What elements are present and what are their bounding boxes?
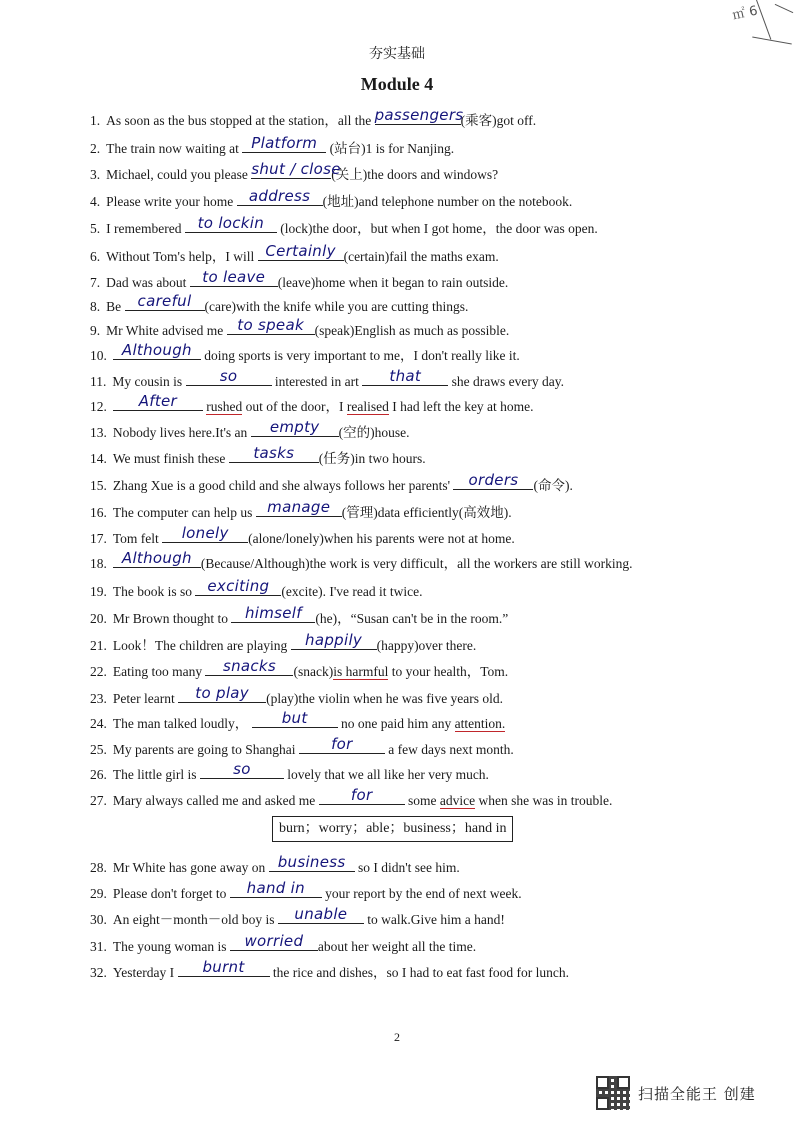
module-title: Module 4: [360, 74, 434, 94]
underlined-rushed: rushed: [206, 399, 243, 414]
underlined-attention: attention.: [454, 716, 506, 731]
answer-blank-15[interactable]: orders: [453, 473, 533, 490]
answer-blank-2[interactable]: Platform: [242, 136, 326, 153]
scanner-watermark: [596, 1076, 756, 1110]
question-6: 6. Without Tom's help，I will Certainly (certain)fail the maths exam.: [90, 242, 499, 264]
answer-blank-6[interactable]: Certainly: [258, 244, 344, 261]
answer-blank-29[interactable]: hand in: [230, 881, 322, 898]
question-21: 21. Look！The children are playing happily (happy)over there.: [90, 631, 477, 653]
question-14: 14. We must finish these tasks (任务)in two hours.: [90, 444, 426, 466]
question-19: 19. The book is so exciting (excite). I've read it twice.: [90, 577, 423, 599]
answer-blank-26[interactable]: so: [200, 762, 284, 779]
question-2: 2. The train now waiting at Platform (站台)1 is for Nanjing.: [90, 134, 455, 156]
answer-blank-16[interactable]: manage: [256, 500, 342, 517]
qr-code-icon: [596, 1076, 630, 1110]
underlined-realised: realised: [346, 399, 389, 414]
answer-blank-19[interactable]: exciting: [195, 579, 281, 596]
question-1: 1. As soon as the bus stopped at the station，all the passengers (乘客)got off.: [90, 106, 537, 128]
answer-blank-22[interactable]: snacks: [205, 659, 293, 676]
answer-blank-24[interactable]: but: [252, 711, 338, 728]
page-number: 2: [394, 1030, 400, 1044]
answer-blank-25[interactable]: for: [299, 737, 385, 754]
question-28: 28. Mr White has gone away on business so I didn't see him.: [90, 853, 460, 875]
question-4: 4. Please write your home address (地址)and telephone number on the notebook.: [90, 187, 573, 209]
word-bank-box: burn；worry；able；business；hand in: [272, 816, 513, 842]
question-3: 3. Michael, could you please shut / close (关上)the doors and windows?: [90, 160, 499, 182]
question-30: 30. An eight－month－old boy is unable to walk.Give him a hand!: [90, 905, 505, 927]
question-5: 5. I remembered to lockin (lock)the door，but when I got home，the door was open.: [90, 214, 598, 236]
question-32: 32. Yesterday I burnt the rice and dishes，so I had to eat fast food for lunch.: [90, 958, 570, 980]
question-27: 27. Mary always called me and asked me for some advice when she was in trouble.: [90, 786, 613, 808]
answer-blank-11b[interactable]: that: [362, 369, 448, 386]
scanner-brand-text: 扫描全能王 创建: [638, 1084, 756, 1103]
question-25: 25. My parents are going to Shanghai for a few days next month.: [90, 735, 514, 757]
answer-blank-28[interactable]: business: [269, 855, 355, 872]
answer-blank-11a[interactable]: so: [186, 369, 272, 386]
answer-blank-3[interactable]: shut / close: [251, 160, 341, 178]
question-13: 13. Nobody lives here.It's an empty (空的)house.: [90, 418, 410, 440]
question-22: 22. Eating too many snacks (snack)is harmful to your health，Tom.: [90, 657, 509, 679]
answer-blank-14[interactable]: tasks: [229, 446, 319, 463]
question-9: 9. Mr White advised me to speak (speak)English as much as possible.: [90, 316, 510, 338]
answer-blank-5[interactable]: to lockin: [185, 216, 277, 233]
question-26: 26. The little girl is so lovely that we all like her very much.: [90, 760, 489, 782]
answer-blank-9[interactable]: to speak: [227, 318, 315, 335]
answer-blank-13[interactable]: empty: [251, 420, 339, 437]
question-15: 15. Zhang Xue is a good child and she always follows her parents' orders (命令).: [90, 471, 573, 493]
underlined-is-harmful: is harmful: [333, 664, 389, 679]
answer-blank-1[interactable]: passengers: [374, 106, 464, 124]
page-title: 夯实基础: [369, 46, 425, 62]
question-7: 7. Dad was about to leave (leave)home when it began to rain outside.: [90, 268, 509, 290]
answer-blank-18[interactable]: Although: [113, 551, 201, 568]
answer-blank-4[interactable]: address: [237, 189, 323, 206]
answer-blank-10[interactable]: Although: [113, 343, 201, 360]
question-23: 23. Peter learnt to play (play)the violin when he was five years old.: [90, 684, 504, 706]
answer-blank-20[interactable]: himself: [231, 606, 315, 623]
answer-blank-30[interactable]: unable: [278, 907, 364, 924]
answer-blank-32[interactable]: burnt: [178, 960, 270, 977]
question-16: 16. The computer can help us manage (管理)data efficiently(高效地).: [90, 498, 512, 520]
corner-note: ㎡ 6: [731, 3, 760, 24]
answer-blank-12[interactable]: After: [113, 394, 203, 411]
question-18: 18. Although (Because/Although)the work is very difficult，all the workers are still working.: [90, 549, 633, 571]
question-10: 10. Although doing sports is very important to me，I don't really like it.: [90, 341, 520, 363]
question-24: 24. The man talked loudly， but no one paid him any attention.: [90, 709, 506, 731]
underlined-advice: advice: [439, 793, 476, 808]
question-31: 31. The young woman is worried about her weight all the time.: [90, 932, 477, 954]
answer-blank-21[interactable]: happily: [291, 633, 377, 650]
question-29: 29. Please don't forget to hand in your report by the end of next week.: [90, 879, 522, 901]
question-8: 8. Be careful (care)with the knife while you are cutting things.: [90, 292, 469, 314]
question-20: 20. Mr Brown thought to himself (he)，“Susan can't be in the room.”: [90, 604, 509, 626]
answer-blank-23[interactable]: to play: [178, 686, 266, 703]
answer-blank-31[interactable]: worried: [230, 934, 318, 951]
answer-blank-7[interactable]: to leave: [190, 270, 278, 287]
question-11: 11. My cousin is so interested in art that she draws every day.: [90, 367, 564, 389]
answer-blank-27[interactable]: for: [319, 788, 405, 805]
question-17: 17. Tom felt lonely (alone/lonely)when his parents were not at home.: [90, 524, 515, 546]
question-12: 12. After rushed out of the door，I realised I had left the key at home.: [90, 392, 534, 414]
answer-blank-8[interactable]: careful: [125, 294, 205, 311]
answer-blank-17[interactable]: lonely: [162, 526, 248, 543]
